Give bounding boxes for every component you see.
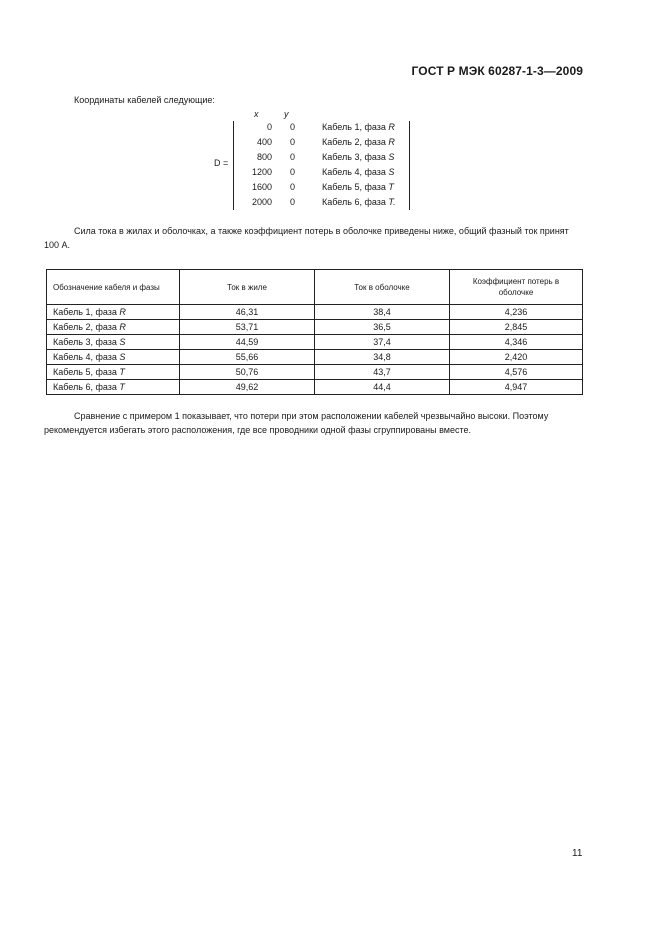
header-cable-phase: Обозначение кабеля и фазы	[47, 270, 180, 305]
cell-phase: T	[119, 366, 125, 377]
matrix-phase: R	[388, 137, 395, 147]
matrix-cable-text: Кабель 4, фаза	[322, 167, 386, 177]
document-standard-code: ГОСТ Р МЭК 60287-1-3—2009	[411, 64, 583, 78]
matrix-cable-label	[322, 122, 395, 132]
table-row	[47, 320, 583, 335]
matrix-cable-text: Кабель 2, фаза	[322, 137, 386, 147]
cell-core-current: 44,59	[180, 335, 315, 350]
cell-loss-factor: 2,845	[450, 320, 583, 335]
cell-loss-factor: 2,420	[450, 350, 583, 365]
loss-factor-table	[46, 269, 583, 395]
table-row	[47, 305, 583, 320]
matrix-cable-label	[322, 182, 394, 192]
cell-cable-text: Кабель 3, фаза	[53, 336, 117, 347]
matrix-phase: S	[388, 152, 395, 162]
cell-cable-text: Кабель 1, фаза	[53, 306, 117, 317]
table-row	[47, 335, 583, 350]
cell-sheath-current: 38,4	[315, 305, 450, 320]
currents-paragraph: Сила тока в жилах и оболочках, а также коэффициент потерь в оболочке приведены ниже, общий фазный ток принят 100 А.	[44, 226, 569, 250]
cell-cable-phase	[47, 320, 180, 335]
header-core-current: Ток в жиле	[180, 270, 315, 305]
header-loss-factor: Коэффициент потерь в оболочке	[450, 270, 583, 305]
cell-core-current: 49,62	[180, 380, 315, 395]
cell-sheath-current: 44,4	[315, 380, 450, 395]
cell-cable-text: Кабель 5, фаза	[53, 366, 117, 377]
matrix-y-value: 0	[290, 167, 296, 177]
coordinates-intro-text: Координаты кабелей следующие:	[74, 95, 215, 105]
table-row	[47, 365, 583, 380]
cell-sheath-current: 37,4	[315, 335, 450, 350]
y-column-header: y	[284, 109, 289, 119]
matrix-x-value: 800	[256, 152, 272, 162]
cell-sheath-current: 34,8	[315, 350, 450, 365]
cell-loss-factor: 4,236	[450, 305, 583, 320]
matrix-x-value: 2000	[251, 197, 272, 207]
matrix-cable-text: Кабель 1, фаза	[322, 122, 386, 132]
matrix-x-value: 0	[266, 122, 272, 132]
matrix-y-value: 0	[290, 152, 296, 162]
table-row	[47, 380, 583, 395]
cell-core-current: 53,71	[180, 320, 315, 335]
matrix-right-bracket	[409, 121, 410, 210]
cell-phase: S	[119, 351, 126, 362]
matrix-x-value: 400	[256, 137, 272, 147]
cell-cable-phase	[47, 305, 180, 320]
cell-cable-text: Кабель 2, фаза	[53, 321, 117, 332]
cell-cable-phase	[47, 350, 180, 365]
matrix-y-value: 0	[290, 137, 296, 147]
cell-phase: R	[119, 321, 126, 332]
cell-cable-text: Кабель 6, фаза	[53, 381, 117, 392]
cell-loss-factor: 4,346	[450, 335, 583, 350]
cell-cable-text: Кабель 4, фаза	[53, 351, 117, 362]
cell-cable-phase	[47, 380, 180, 395]
matrix-cable-label	[322, 167, 394, 177]
page-number: 11	[572, 848, 583, 859]
matrix-cable-text: Кабель 3, фаза	[322, 152, 386, 162]
cell-phase: R	[119, 306, 126, 317]
matrix-cable-label	[322, 137, 395, 147]
matrix-cable-label	[322, 197, 396, 207]
matrix-label: D =	[214, 158, 229, 168]
matrix-x-value: 1200	[251, 167, 272, 177]
matrix-cable-text: Кабель 5, фаза	[322, 182, 386, 192]
cell-core-current: 50,76	[180, 365, 315, 380]
cell-core-current: 46,31	[180, 305, 315, 320]
coordinates-matrix	[214, 106, 414, 210]
matrix-y-value: 0	[290, 197, 296, 207]
matrix-y-value: 0	[290, 122, 296, 132]
matrix-cable-text: Кабель 6, фаза	[322, 197, 386, 207]
comparison-paragraph: Сравнение с примером 1 показывает, что потери при этом расположении кабелей чрезвычайно высоки. Поэтому рекомендуется избегать этого расположения, где все проводники одной фазы сгруппированы вместе.	[44, 411, 549, 435]
x-column-header: x	[254, 109, 259, 119]
matrix-phase: T.	[388, 197, 396, 207]
matrix-x-value: 1600	[251, 182, 272, 192]
matrix-left-bracket	[233, 121, 234, 210]
matrix-phase: T	[388, 182, 394, 192]
matrix-phase: S	[388, 167, 395, 177]
cell-loss-factor: 4,947	[450, 380, 583, 395]
matrix-cable-label	[322, 152, 394, 162]
table-row	[47, 350, 583, 365]
cell-sheath-current: 36,5	[315, 320, 450, 335]
header-sheath-current: Ток в оболочке	[315, 270, 450, 305]
cell-loss-factor: 4,576	[450, 365, 583, 380]
cell-cable-phase	[47, 365, 180, 380]
matrix-y-value: 0	[290, 182, 296, 192]
cell-core-current: 55,66	[180, 350, 315, 365]
cell-sheath-current: 43,7	[315, 365, 450, 380]
cell-phase: S	[119, 336, 126, 347]
matrix-phase: R	[388, 122, 395, 132]
cell-phase: T	[119, 381, 125, 392]
cell-cable-phase	[47, 335, 180, 350]
table-header-row	[47, 270, 583, 305]
table-body	[47, 305, 583, 395]
